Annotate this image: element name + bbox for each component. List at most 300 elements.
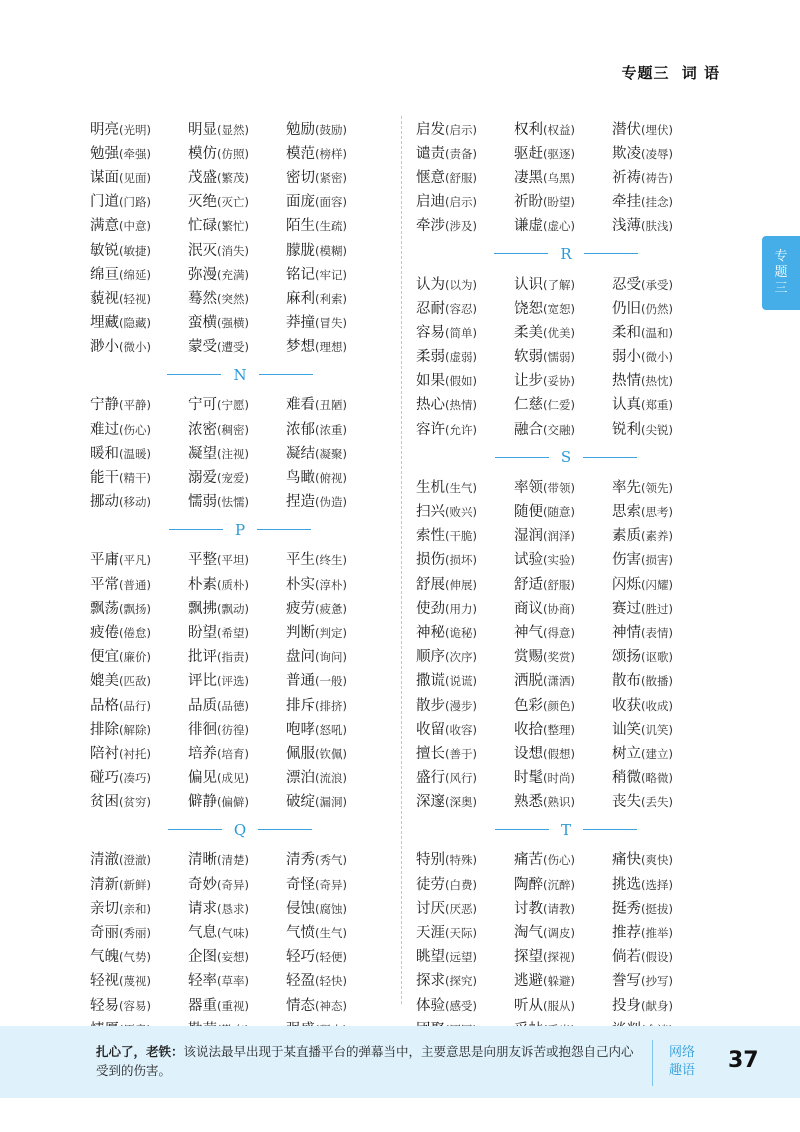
word-entry [286,669,384,690]
side-tab [762,236,800,310]
word: 清晰 [188,852,217,869]
synonym: (躲避) [543,974,575,989]
synonym: (轻视) [119,291,151,306]
synonym: (消失) [217,243,249,258]
synonym: (尖锐) [641,422,673,437]
word-entry [188,645,286,666]
word: 伤害 [612,552,641,569]
word: 藐视 [90,290,119,307]
synonym: (启示) [445,195,477,210]
word-entry [90,645,188,666]
word: 清澈 [90,852,119,869]
synonym: (涉及) [445,219,477,234]
side-tab-char: 三 [774,281,788,296]
word-row [416,968,716,992]
word-entry [612,476,710,497]
synonym: (轻快) [315,974,347,989]
word-row [90,895,390,919]
synonym: (整理) [543,722,575,737]
word: 浅薄 [612,218,641,235]
word-row [90,237,390,261]
word-entry [188,142,286,163]
synonym: (舒服) [543,577,575,592]
word: 挑选 [612,876,641,893]
synonym: (祷告) [641,170,673,185]
word-entry [286,466,384,487]
word: 柔和 [612,324,641,341]
word: 咆哮 [286,721,315,738]
synonym: (熟识) [543,795,575,810]
synonym: (建立) [641,746,673,761]
word-row [90,668,390,692]
synonym: (疲惫) [315,601,347,616]
word: 牵涉 [416,218,445,235]
word-row [416,189,716,213]
word-entry [90,945,188,966]
word-entry [514,345,612,366]
synonym: (气势) [119,950,151,965]
footer-bar [0,1026,800,1098]
synonym: (突然) [217,291,249,306]
word-entry [90,214,188,235]
word: 普通 [286,673,315,690]
word-row [90,464,390,488]
word: 神情 [612,624,641,641]
synonym: (允许) [445,422,477,437]
word: 顺序 [416,649,445,666]
synonym: (浓重) [315,422,347,437]
divider-line [495,829,549,830]
word-entry [286,597,384,618]
word-entry [514,321,612,342]
synonym: (终生) [315,553,347,568]
word-entry [286,766,384,787]
synonym: (郑重) [641,398,673,413]
synonym: (用力) [445,601,477,616]
word: 企图 [188,949,217,966]
word: 闪烁 [612,576,641,593]
word: 模范 [286,145,315,162]
synonym: (散播) [641,674,673,689]
word-entry [286,694,384,715]
synonym: (注视) [217,446,249,461]
synonym: (权益) [543,122,575,137]
synonym: (虚心) [543,219,575,234]
word-entry [612,573,710,594]
word-row [90,992,390,1016]
synonym: (凌辱) [641,146,673,161]
word-entry [286,897,384,918]
synonym: (腐蚀) [315,901,347,916]
word-entry [188,418,286,439]
synonym: (盼望) [543,195,575,210]
word-entry [286,418,384,439]
synonym: (敏捷) [119,243,151,258]
synonym: (热忱) [641,374,673,389]
word-entry [286,214,384,235]
synonym: (漫步) [445,698,477,713]
word-entry [90,418,188,439]
synonym: (收容) [445,722,477,737]
word-entry [90,490,188,511]
word: 思索 [612,504,641,521]
synonym: (怒吼) [315,722,347,737]
synonym: (热情) [445,398,477,413]
right-word-column [416,116,716,1040]
synonym: (品行) [119,698,151,713]
word: 排除 [90,721,119,738]
word-entry [286,311,384,332]
word: 颂扬 [612,649,641,666]
word-entry [90,669,188,690]
word-entry [514,873,612,894]
word-entry [90,848,188,869]
word: 请求 [188,900,217,917]
synonym: (懦弱) [543,350,575,365]
synonym: (偏僻) [217,795,249,810]
synonym: (蔑视) [119,974,151,989]
word-entry [90,742,188,763]
word-entry [416,718,514,739]
word: 认真 [612,397,641,414]
divider-line [495,457,549,458]
word-row [416,523,716,547]
word: 生机 [416,479,445,496]
synonym: (廉价) [119,650,151,665]
word-entry [188,214,286,235]
synonym: (草率) [217,974,249,989]
word-entry [416,369,514,390]
word-entry [514,548,612,569]
word: 神秘 [416,624,445,641]
word: 侵蚀 [286,900,315,917]
synonym: (胜过) [641,601,673,616]
word: 溺爱 [188,470,217,487]
word-row [90,334,390,358]
synonym: (诡秘) [445,625,477,640]
word: 敏锐 [90,242,119,259]
word-entry [514,418,612,439]
word-entry [416,969,514,990]
word-entry [416,273,514,294]
word-entry [188,287,286,308]
word-entry [286,873,384,894]
word: 奇丽 [90,925,119,942]
word-entry [612,273,710,294]
word-row [416,116,716,140]
word: 散步 [416,697,445,714]
word: 模仿 [188,145,217,162]
synonym: (利索) [315,291,347,306]
synonym: (衬托) [119,746,151,761]
word: 轻巧 [286,949,315,966]
word-row [90,765,390,789]
word-entry [286,335,384,356]
word-row [90,692,390,716]
synonym: (带领) [543,480,575,495]
word-row [416,368,716,392]
word: 陪衬 [90,745,119,762]
word: 收拾 [514,721,543,738]
word-entry [514,790,612,811]
word-entry [286,969,384,990]
footer-category-line: 趣语 [668,1063,695,1078]
word-entry [416,321,514,342]
word-entry [90,718,188,739]
synonym: (交融) [543,422,575,437]
word: 鸟瞰 [286,470,315,487]
word-row [416,992,716,1016]
synonym: (光明) [119,122,151,137]
word-entry [188,548,286,569]
synonym: (微小) [641,350,673,365]
synonym: (凑巧) [119,771,151,786]
word-entry [416,848,514,869]
word: 绵亘 [90,266,119,283]
synonym: (榜样) [315,146,347,161]
section-divider [416,440,716,474]
word: 陶醉 [514,876,543,893]
word: 讪笑 [612,721,641,738]
word-entry [90,466,188,487]
word: 气愤 [286,925,315,942]
word: 谋面 [90,169,119,186]
word-entry [514,718,612,739]
word-entry [188,921,286,942]
word-entry [416,766,514,787]
synonym: (气味) [217,926,249,941]
word: 品格 [90,697,119,714]
word-entry [416,297,514,318]
word: 佩服 [286,745,315,762]
word-entry [188,573,286,594]
footer-divider [652,1040,653,1086]
word: 盼望 [188,624,217,641]
word: 逃避 [514,973,543,990]
divider-line [167,374,221,375]
word-entry [90,969,188,990]
synonym: (平坦) [217,553,249,568]
word: 漂泊 [286,770,315,787]
word-row [90,416,390,440]
word: 飘拂 [188,600,217,617]
word: 疲倦 [90,624,119,641]
word: 投身 [612,997,641,1014]
synonym: (俯视) [315,471,347,486]
word: 眺望 [416,949,445,966]
synonym: (协商) [543,601,575,616]
word: 蓦然 [188,290,217,307]
synonym: (宽恕) [543,301,575,316]
word: 锐利 [612,421,641,438]
word: 破绽 [286,794,315,811]
synonym: (澄澈) [119,853,151,868]
synonym: (损坏) [445,553,477,568]
word: 奇妙 [188,876,217,893]
word-entry [612,718,710,739]
word-row [90,871,390,895]
word-entry [514,969,612,990]
word-entry [188,994,286,1015]
word-entry [416,573,514,594]
synonym: (领先) [641,480,673,495]
word-entry [90,335,188,356]
word: 平常 [90,576,119,593]
word-entry [286,718,384,739]
word-row [416,619,716,643]
word-entry [612,393,710,414]
synonym: (温和) [641,325,673,340]
word-entry [188,790,286,811]
synonym: (颜色) [543,698,575,713]
word-entry [188,742,286,763]
word-entry [612,694,710,715]
synonym: (普通) [119,577,151,592]
word-entry [90,166,188,187]
word-entry [286,945,384,966]
word: 挺秀 [612,900,641,917]
word-entry [188,669,286,690]
synonym: (面容) [315,195,347,210]
section-letter: Q [233,820,247,839]
word-entry [188,118,286,139]
word-row [90,285,390,309]
synonym: (伸展) [445,577,477,592]
word-row [90,189,390,213]
synonym: (充满) [217,267,249,282]
word-entry [286,287,384,308]
word-row [416,295,716,319]
word: 湿润 [514,528,543,545]
synonym: (流浪) [315,771,347,786]
synonym: (丢失) [641,795,673,810]
word-row [416,847,716,871]
synonym: (判定) [315,625,347,640]
word-entry [514,142,612,163]
synonym: (风行) [445,771,477,786]
word-entry [188,190,286,211]
word: 暖和 [90,445,119,462]
word: 气魄 [90,949,119,966]
word: 勉强 [90,145,119,162]
word: 热心 [416,397,445,414]
word-entry [612,548,710,569]
word-entry [514,369,612,390]
word: 难过 [90,421,119,438]
synonym: (简单) [445,325,477,340]
word-entry [514,573,612,594]
word-entry [416,345,514,366]
synonym: (温暖) [119,446,151,461]
synonym: (繁茂) [217,170,249,185]
synonym: (探究) [445,974,477,989]
synonym: (神态) [315,998,347,1013]
word: 培养 [188,745,217,762]
word: 能干 [90,470,119,487]
word-row [90,595,390,619]
word: 体验 [416,997,445,1014]
word-entry [188,897,286,918]
word-entry [90,597,188,618]
word-row [416,595,716,619]
word-entry [514,597,612,618]
word-entry [612,790,710,811]
divider-line [583,829,637,830]
word-entry [90,442,188,463]
word: 权利 [514,121,543,138]
footer-term: 扎心了，老铁： [96,1044,184,1059]
word: 舒适 [514,576,543,593]
word-entry [612,945,710,966]
word-entry [416,873,514,894]
word: 铭记 [286,266,315,283]
word-entry [514,214,612,235]
section-divider [90,513,390,547]
word-row [90,440,390,464]
synonym: (紧密) [315,170,347,185]
word: 擅长 [416,745,445,762]
word-row [416,271,716,295]
word: 朦胧 [286,242,315,259]
synonym: (稠密) [217,422,249,437]
word: 柔弱 [416,349,445,366]
word-row [416,716,716,740]
word: 誊写 [612,973,641,990]
word-entry [188,442,286,463]
word: 宁可 [188,397,217,414]
word: 率先 [612,479,641,496]
word-entry [416,166,514,187]
word: 设想 [514,745,543,762]
word: 偏见 [188,770,217,787]
synonym: (服从) [543,998,575,1013]
word-row [90,740,390,764]
synonym: (钦佩) [315,746,347,761]
word-entry [90,790,188,811]
word: 忍受 [612,276,641,293]
word-entry [188,694,286,715]
word: 柔美 [514,324,543,341]
word: 密切 [286,169,315,186]
synonym: (承受) [641,277,673,292]
word-row [90,944,390,968]
synonym: (倦怠) [119,625,151,640]
word-entry [286,190,384,211]
word: 排斥 [286,697,315,714]
synonym: (绵延) [119,267,151,282]
word: 挪动 [90,494,119,511]
word: 灭绝 [188,194,217,211]
word: 牵挂 [612,194,641,211]
word: 收留 [416,721,445,738]
word-entry [612,214,710,235]
word: 谴责 [416,145,445,162]
word-row [90,213,390,237]
word: 平庸 [90,552,119,569]
footer-note [96,1042,644,1080]
word-entry [612,166,710,187]
synonym: (清楚) [217,853,249,868]
word: 仁慈 [514,397,543,414]
synonym: (埋伏) [641,122,673,137]
synonym: (了解) [543,277,575,292]
synonym: (以为) [445,277,477,292]
word-entry [416,945,514,966]
word-row [416,571,716,595]
word-entry [286,921,384,942]
synonym: (恳求) [217,901,249,916]
word: 凄黑 [514,169,543,186]
